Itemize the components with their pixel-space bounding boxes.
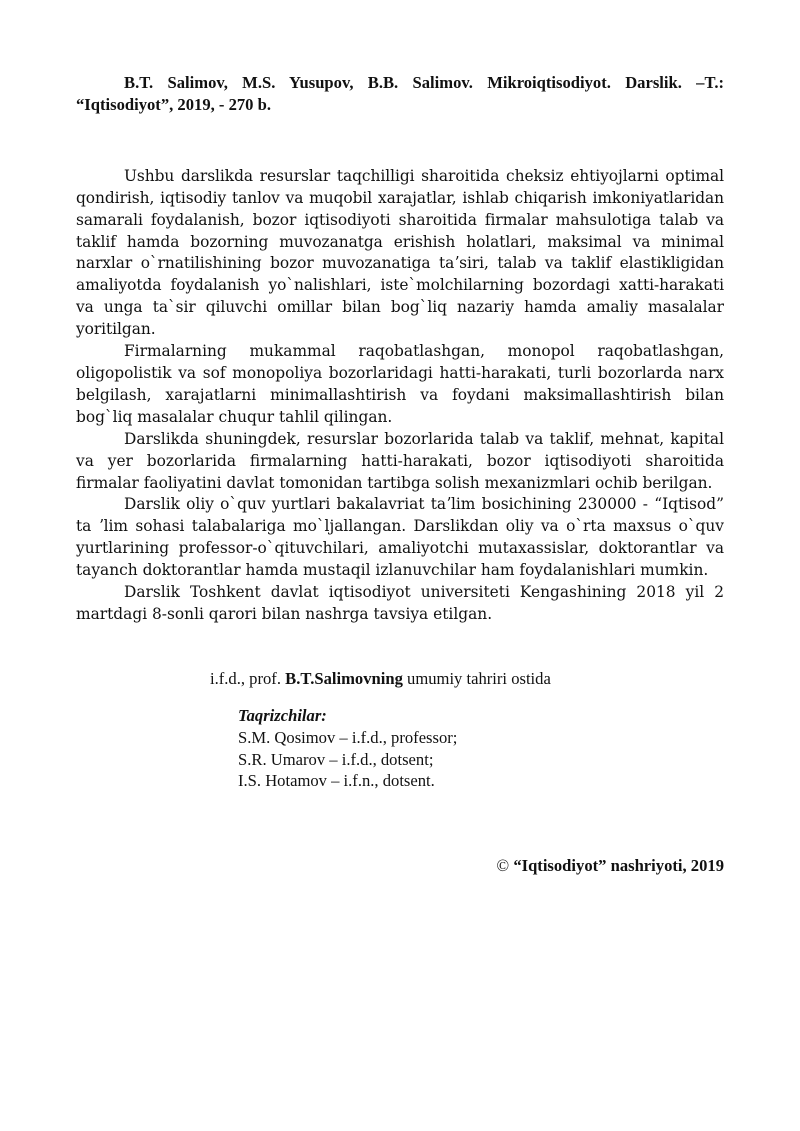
publisher-copyright	[497, 855, 724, 877]
reviewer-1: S.M. Qosimov – i.f.d., professor;	[238, 727, 458, 747]
reviewers-block	[76, 705, 724, 793]
copyright-symbol: ©	[496, 856, 510, 875]
abstract-paragraph-3: Darslikda shuningdek, resurslar bozorlarida talab va taklif, mehnat, kapital va yer bozorlarida firmalarning hatti-harakati, bozor iqtisodiyoti sharoitida firmalar faoliyatini davlat tomonidan tartibga solish mexanizmlari ochib berilgan.	[76, 429, 724, 492]
editor-prefix: i.f.d., prof.	[210, 668, 281, 688]
reviewer-3: I.S. Hotamov – i.f.n., dotsent.	[238, 771, 435, 791]
abstract	[76, 166, 724, 626]
editor-line	[76, 668, 724, 690]
reviewer-2: S.R. Umarov – i.f.d., dotsent;	[238, 749, 434, 769]
publisher-text: “Iqtisodiyot” nashriyoti, 2019	[513, 856, 724, 875]
abstract-paragraph-4: Darslik oliy o`quv yurtlari bakalavriat taʼlim bosichining 230000 - “Iqtisod” ta ʼlim sohasi talabalariga mo`ljallangan. Darslikdan oliy va o`rta maxsus o`quv yurtlarining professor-o`qituvchilari, amaliyotchi mutaxassislar, doktorantlar va tayanch doktorantlar hamda mustaqil izlanuvchilar ham foydalanishlari mumkin.	[76, 495, 724, 580]
editor-name: B.T.Salimovning	[285, 668, 403, 688]
editor-suffix: umumiy tahriri ostida	[407, 668, 551, 688]
abstract-paragraph-5: Darslik Toshkent davlat iqtisodiyot universiteti Kengashining 2018 yil 2 martdagi 8-sonli qarori bilan nashrga tavsiya etilgan.	[76, 583, 724, 623]
bibliographic-citation: B.T. Salimov, M.S. Yusupov, B.B. Salimov. Mikroiqtisodiyot. Darslik. –T.: “Iqtisodiyot”, 2019, - 270 b.	[76, 73, 724, 114]
reviewers-heading: Taqrizchilar:	[238, 705, 327, 725]
abstract-paragraph-2: Firmalarning mukammal raqobatlashgan, monopol raqobatlashgan, oligopolistik va sof monopoliya bozorlaridagi hatti-harakati, turli bozorlarda narx belgilash, xarajatlarni minimallashtirish va foydani maksimallashtirish bilan bog`liq masalalar chuqur tahlil qilingan.	[76, 342, 724, 426]
abstract-paragraph-1: Ushbu darslikda resurslar taqchilligi sharoitida cheksiz ehtiyojlarni optimal qondirish, iqtisodiy tanlov va muqobil xarajatlar, ishlab chiqarish imkoniyatlaridan samarali foydalanish, bozor iqtisodiyoti sharoitida firmalar mahsulotiga talab va taklif hamda bozorning muvozanatga erishish holatlari, maksimal va minimal narxlar o`rnatilishining bozor muvozanatiga taʼsiri, talab va taklif elastikligidan amaliyotda foydalanish yo`nalishlari, iste`molchilarning bozordagi xatti-harakati va unga ta`sir qiluvchi omillar bilan bog`liq nazariy hamda amaliy masalalar yoritilgan.	[76, 166, 724, 339]
